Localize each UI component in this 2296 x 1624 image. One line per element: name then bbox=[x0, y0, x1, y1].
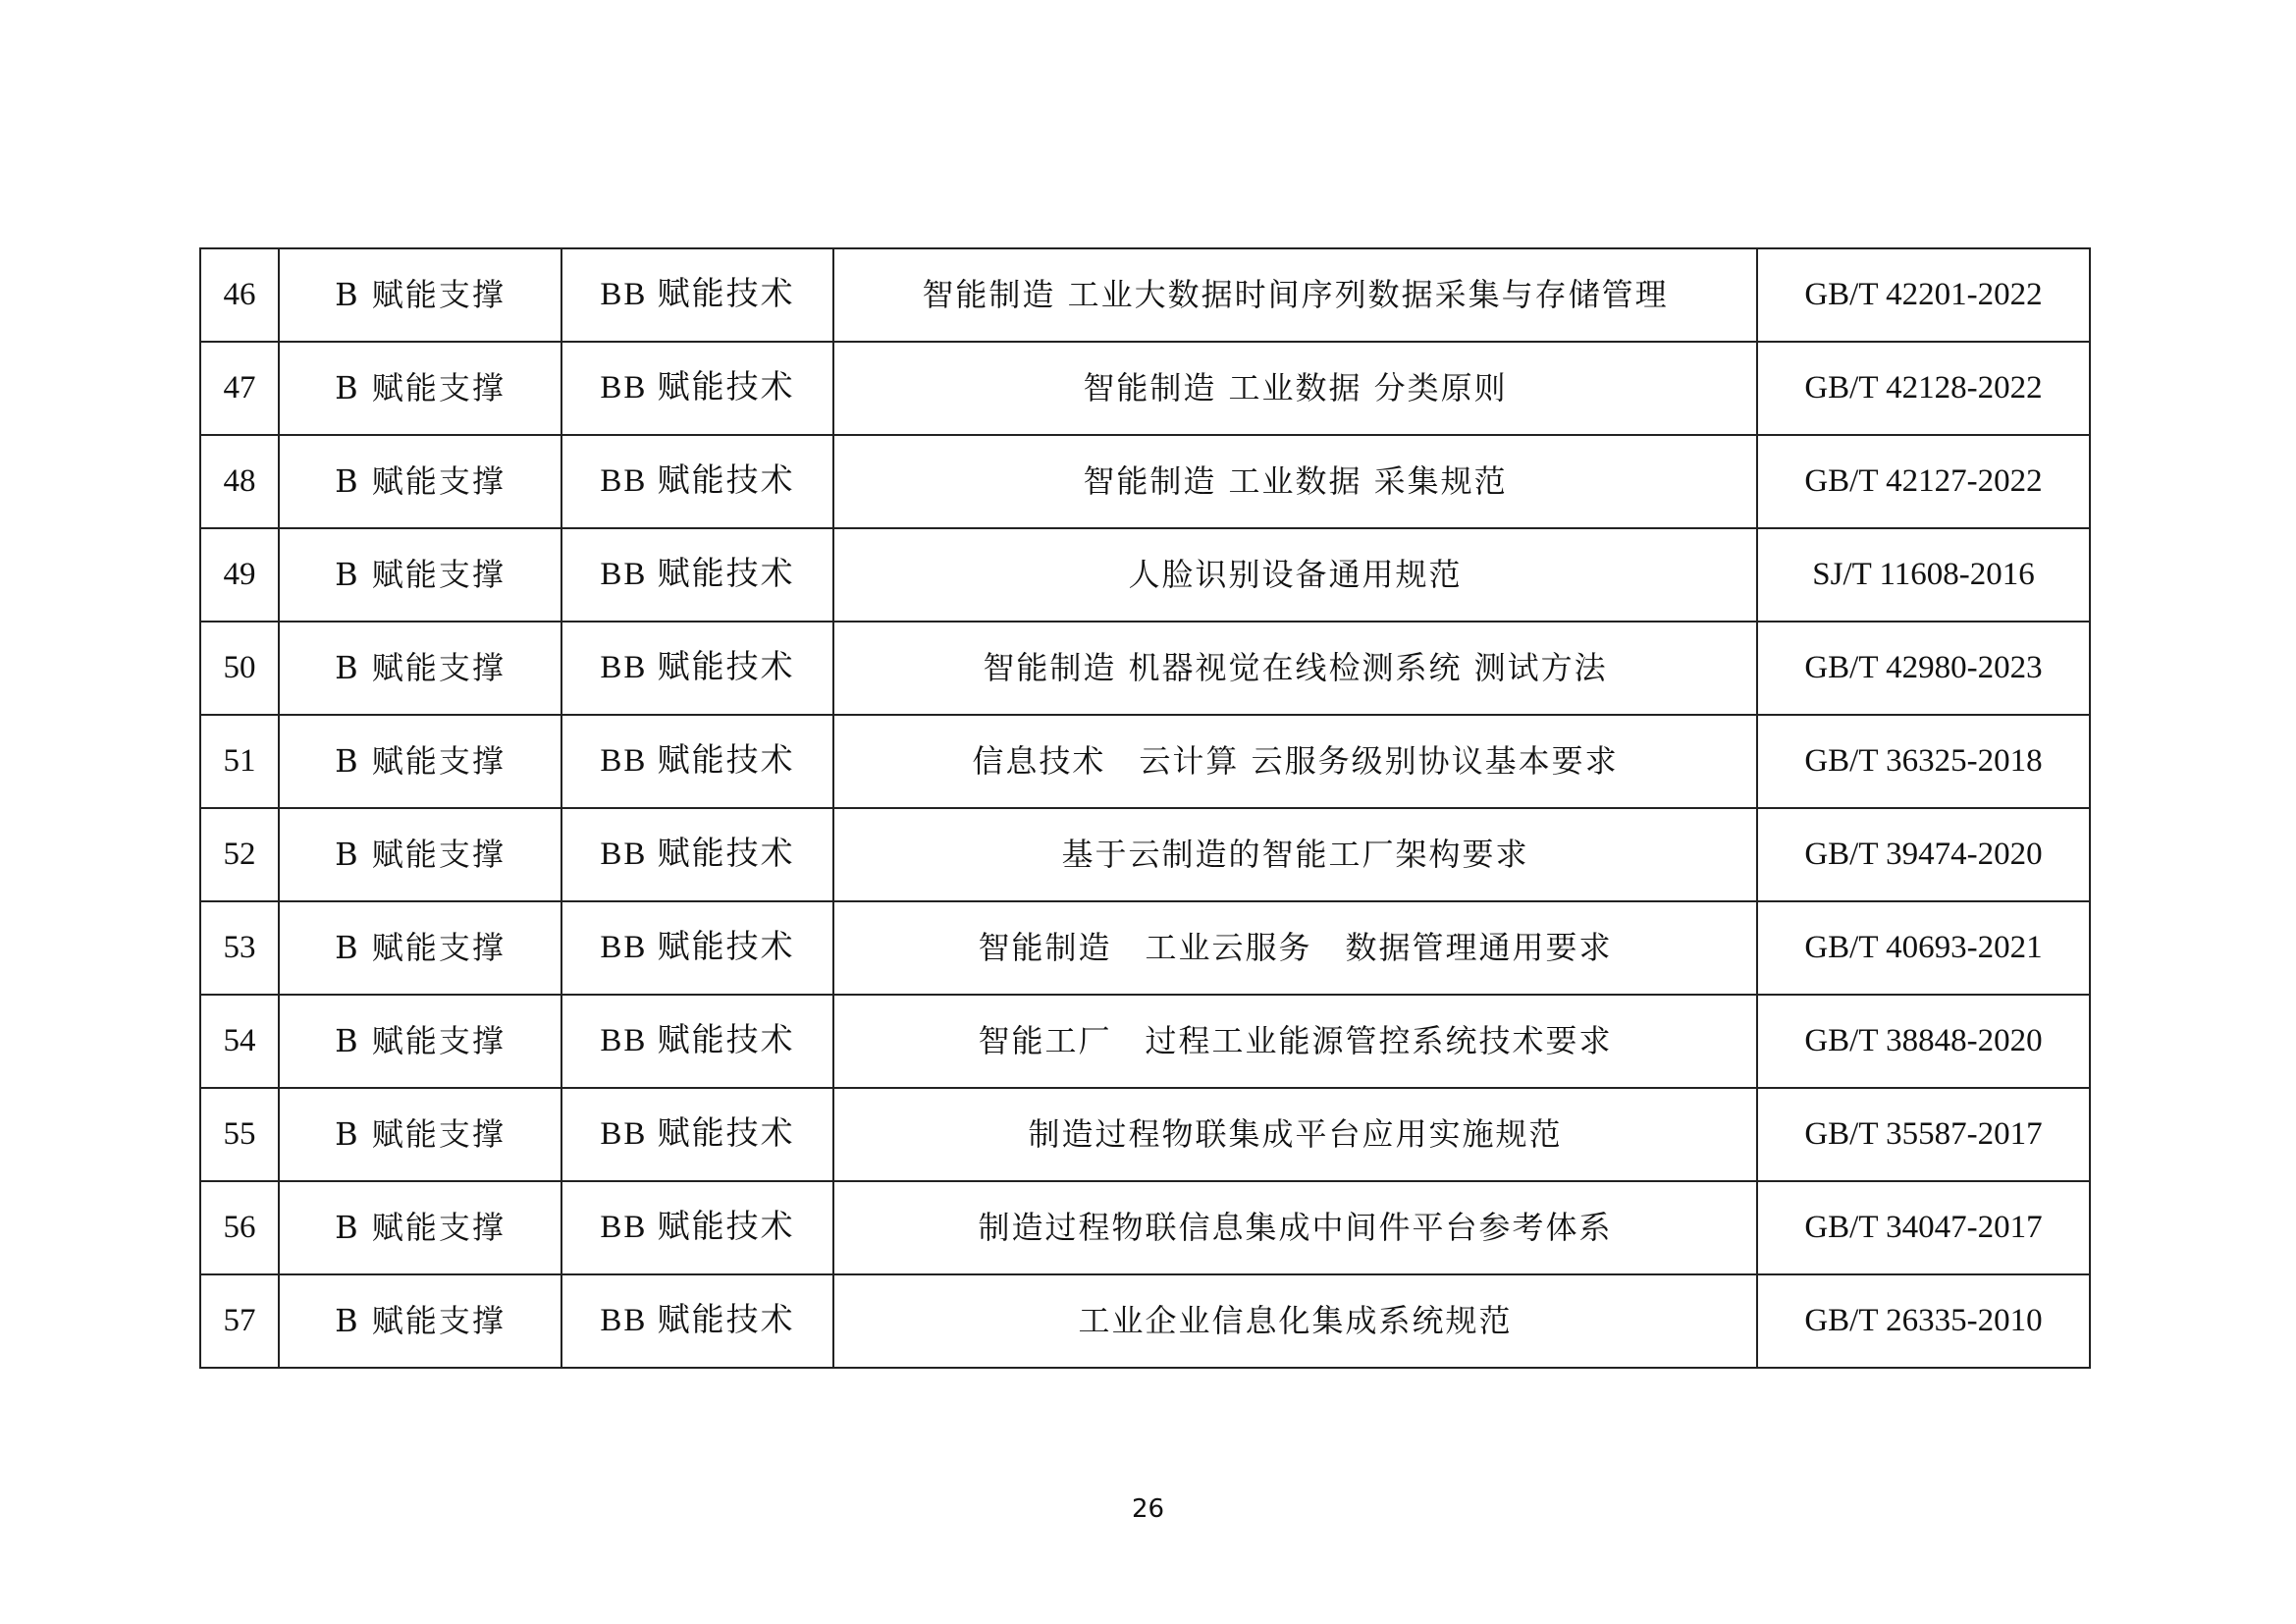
table-row bbox=[200, 995, 2090, 1088]
row-number-cell: 49 bbox=[200, 528, 279, 622]
category-cell: B 赋能支撑 bbox=[279, 435, 561, 528]
standard-code-cell: GB/T 39474-2020 bbox=[1757, 808, 2090, 901]
category-cell: B 赋能支撑 bbox=[279, 1274, 561, 1368]
table-row bbox=[200, 435, 2090, 528]
standard-code-cell: GB/T 40693-2021 bbox=[1757, 901, 2090, 995]
row-number-cell: 55 bbox=[200, 1088, 279, 1181]
subcategory-cell: BB 赋能技术 bbox=[561, 1274, 833, 1368]
row-number-cell: 50 bbox=[200, 622, 279, 715]
standard-title-cell: 信息技术 云计算 云服务级别协议基本要求 bbox=[833, 715, 1757, 808]
subcategory-cell: BB 赋能技术 bbox=[561, 622, 833, 715]
standard-title-cell: 工业企业信息化集成系统规范 bbox=[833, 1274, 1757, 1368]
standard-title-cell: 智能制造 工业大数据时间序列数据采集与存储管理 bbox=[833, 248, 1757, 342]
table-row bbox=[200, 715, 2090, 808]
row-number-cell: 56 bbox=[200, 1181, 279, 1274]
category-cell: B 赋能支撑 bbox=[279, 1181, 561, 1274]
standard-code-cell: GB/T 38848-2020 bbox=[1757, 995, 2090, 1088]
standard-code-cell: SJ/T 11608-2016 bbox=[1757, 528, 2090, 622]
standard-title-cell: 制造过程物联信息集成中间件平台参考体系 bbox=[833, 1181, 1757, 1274]
row-number-cell: 52 bbox=[200, 808, 279, 901]
subcategory-cell: BB 赋能技术 bbox=[561, 528, 833, 622]
category-cell: B 赋能支撑 bbox=[279, 248, 561, 342]
standard-code-cell: GB/T 26335-2010 bbox=[1757, 1274, 2090, 1368]
row-number-cell: 51 bbox=[200, 715, 279, 808]
standard-title-cell: 智能工厂 过程工业能源管控系统技术要求 bbox=[833, 995, 1757, 1088]
table-row bbox=[200, 528, 2090, 622]
row-number-cell: 53 bbox=[200, 901, 279, 995]
table-row bbox=[200, 808, 2090, 901]
subcategory-cell: BB 赋能技术 bbox=[561, 1088, 833, 1181]
table-row bbox=[200, 248, 2090, 342]
table-row bbox=[200, 1181, 2090, 1274]
row-number-cell: 57 bbox=[200, 1274, 279, 1368]
category-cell: B 赋能支撑 bbox=[279, 901, 561, 995]
standard-title-cell: 基于云制造的智能工厂架构要求 bbox=[833, 808, 1757, 901]
standard-title-cell: 人脸识别设备通用规范 bbox=[833, 528, 1757, 622]
category-cell: B 赋能支撑 bbox=[279, 528, 561, 622]
category-cell: B 赋能支撑 bbox=[279, 995, 561, 1088]
standard-code-cell: GB/T 42128-2022 bbox=[1757, 342, 2090, 435]
standard-code-cell: GB/T 42980-2023 bbox=[1757, 622, 2090, 715]
category-cell: B 赋能支撑 bbox=[279, 1088, 561, 1181]
category-cell: B 赋能支撑 bbox=[279, 342, 561, 435]
table-row bbox=[200, 342, 2090, 435]
subcategory-cell: BB 赋能技术 bbox=[561, 715, 833, 808]
subcategory-cell: BB 赋能技术 bbox=[561, 808, 833, 901]
subcategory-cell: BB 赋能技术 bbox=[561, 248, 833, 342]
row-number-cell: 54 bbox=[200, 995, 279, 1088]
standard-title-cell: 智能制造 机器视觉在线检测系统 测试方法 bbox=[833, 622, 1757, 715]
standard-title-cell: 智能制造 工业数据 分类原则 bbox=[833, 342, 1757, 435]
row-number-cell: 47 bbox=[200, 342, 279, 435]
standard-title-cell: 智能制造 工业数据 采集规范 bbox=[833, 435, 1757, 528]
standard-code-cell: GB/T 35587-2017 bbox=[1757, 1088, 2090, 1181]
standard-title-cell: 智能制造 工业云服务 数据管理通用要求 bbox=[833, 901, 1757, 995]
table-row bbox=[200, 901, 2090, 995]
standard-code-cell: GB/T 42127-2022 bbox=[1757, 435, 2090, 528]
category-cell: B 赋能支撑 bbox=[279, 622, 561, 715]
category-cell: B 赋能支撑 bbox=[279, 715, 561, 808]
standard-code-cell: GB/T 36325-2018 bbox=[1757, 715, 2090, 808]
subcategory-cell: BB 赋能技术 bbox=[561, 435, 833, 528]
table-row bbox=[200, 1088, 2090, 1181]
row-number-cell: 46 bbox=[200, 248, 279, 342]
subcategory-cell: BB 赋能技术 bbox=[561, 342, 833, 435]
table-body bbox=[200, 248, 2090, 1368]
standard-code-cell: GB/T 34047-2017 bbox=[1757, 1181, 2090, 1274]
standard-code-cell: GB/T 42201-2022 bbox=[1757, 248, 2090, 342]
table-row bbox=[200, 622, 2090, 715]
subcategory-cell: BB 赋能技术 bbox=[561, 995, 833, 1088]
table-row bbox=[200, 1274, 2090, 1368]
page-number: 26 bbox=[1131, 1494, 1165, 1524]
category-cell: B 赋能支撑 bbox=[279, 808, 561, 901]
subcategory-cell: BB 赋能技术 bbox=[561, 901, 833, 995]
standard-title-cell: 制造过程物联集成平台应用实施规范 bbox=[833, 1088, 1757, 1181]
row-number-cell: 48 bbox=[200, 435, 279, 528]
standards-table bbox=[199, 247, 2091, 1369]
subcategory-cell: BB 赋能技术 bbox=[561, 1181, 833, 1274]
